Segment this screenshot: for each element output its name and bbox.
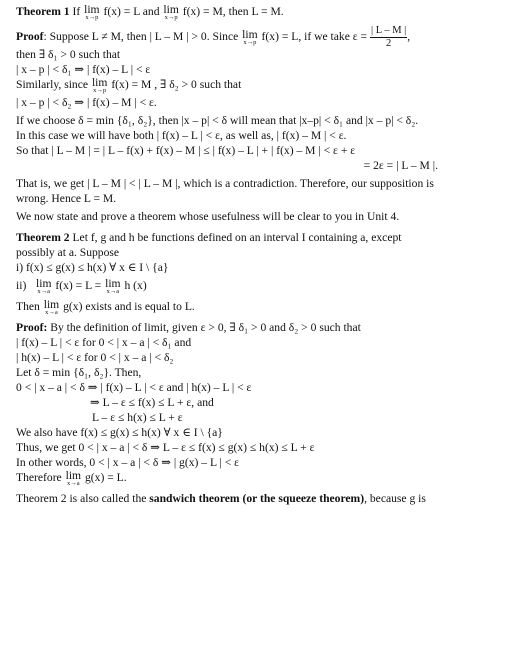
limit-expression: lim x→a <box>43 298 60 316</box>
proof-2-line-4: Let δ = min {δ₁, δ₂}. Then, <box>16 366 142 379</box>
limit-expression: lim x→a <box>105 277 121 295</box>
theorem-1-title: Theorem 1 <box>16 5 70 18</box>
proof-2-line-3: | h(x) – L | < ε for 0 < | x – a | < δ₂ <box>16 351 174 364</box>
proof-1-case: In this case we will have both | f(x) – L | < ε, as well as, | f(x) – M | < ε. <box>16 129 347 142</box>
limit-expression: lim x→p <box>242 28 258 46</box>
limit-expression: lim x→p <box>84 3 100 21</box>
proof-1-contradiction-1: That is, we get | L – M | < | L – M |, which is a contradiction. Therefore, our supposition is <box>16 177 434 190</box>
proof-2-line-10: In other words, 0 < | x – a | < δ ⇒ | g(x) – L | < ε <box>16 456 240 469</box>
proof-1-equals: = 2ε = | L – M |. <box>363 159 438 172</box>
proof-2-line-7: L – ε ≤ h(x) ≤ L + ε <box>92 411 183 424</box>
proof-2-line-2: | f(x) – L | < ε for 0 < | x – a | < δ₁ and <box>16 336 192 349</box>
proof-2-line-6: ⇒ L – ε ≤ f(x) ≤ L + ε, and <box>90 396 214 409</box>
proof-2-line-1: Proof: By the definition of limit, given ε > 0, ∃ δ₁ > 0 and δ₂ > 0 such that <box>16 321 361 334</box>
proof-1-contradiction-2: wrong. Hence L = M. <box>16 192 117 205</box>
theorem-1-statement: Theorem 1 If lim x→p f(x) = L and lim x→p f(x) = M, then L = M. <box>16 3 284 21</box>
theorem-2-condition-i: i) f(x) ≤ g(x) ≤ h(x) ∀ x ∈ I \ {a} <box>16 261 169 274</box>
proof-1-line-1: Proof: Suppose L ≠ M, then | L – M | > 0. Since lim x→p f(x) = L, if we take ε = $\frac{| L - M |}{2}$ , <box>16 25 411 49</box>
sandwich-theorem-note: Theorem 2 is also called the sandwich theorem (or the squeeze theorem), because g is <box>16 492 426 505</box>
document-page <box>16 4 508 506</box>
proof-label: Proof: <box>16 321 48 334</box>
proof-2-line-9: Thus, we get 0 < | x – a | < δ ⇒ L – ε ≤ f(x) ≤ g(x) ≤ h(x) ≤ L + ε <box>16 441 315 454</box>
theorem-2-statement-2: possibly at a. Suppose <box>16 246 120 259</box>
proof-1-so-that: So that | L – M | = | L – f(x) + f(x) – M | ≤ | f(x) – L | + | f(x) – M | < ε + ε <box>16 144 356 157</box>
theorem-2-conclusion: Then lim x→a g(x) exists and is equal to L. <box>16 298 195 316</box>
fraction-epsilon: $\frac{| L - M |}{2}$ <box>370 25 407 49</box>
limit-expression: lim x→a <box>36 277 52 295</box>
theorem-2-title: Theorem 2 <box>16 231 70 244</box>
proof-2-line-5: 0 < | x – a | < δ ⇒ | f(x) – L | < ε and | h(x) – L | < ε <box>16 381 252 394</box>
proof-1-choose: If we choose δ = min {δ₁, δ₂}, then |x – p| < δ will mean that |x–p| < δ₁ and |x – p| < δ₂. <box>16 114 419 127</box>
proof-1-inequality-1: | x – p | < δ₁ ⇒ | f(x) – L | < ε <box>16 63 151 76</box>
limit-expression: lim x→p <box>91 76 108 94</box>
limit-expression: lim x→a <box>65 469 82 487</box>
proof-label: Proof <box>16 30 44 44</box>
proof-2-line-8: We also have f(x) ≤ g(x) ≤ h(x) ∀ x ∈ I \ {a} <box>16 426 223 439</box>
sandwich-theorem-term: sandwich theorem (or the squeeze theorem) <box>149 492 365 505</box>
limit-expression: lim x→p <box>163 3 179 21</box>
theorem-2-statement-1: Theorem 2 Let f, g and h be functions defined on an interval I containing a, except <box>16 231 402 244</box>
intro-theorem-2: We now state and prove a theorem whose usefulness will be clear to you in Unit 4. <box>16 210 400 223</box>
proof-1-similarly: Similarly, since lim x→p f(x) = M , ∃ δ₂ > 0 such that <box>16 76 242 94</box>
proof-1-line-2: then ∃ δ₁ > 0 such that <box>16 48 121 61</box>
proof-2-line-11: Therefore lim x→a g(x) = L. <box>16 469 127 487</box>
proof-1-inequality-2: | x – p | < δ₂ ⇒ | f(x) – M | < ε. <box>16 96 157 109</box>
theorem-2-condition-ii: ii) lim x→a f(x) = L = lim x→a h (x) <box>16 277 147 295</box>
